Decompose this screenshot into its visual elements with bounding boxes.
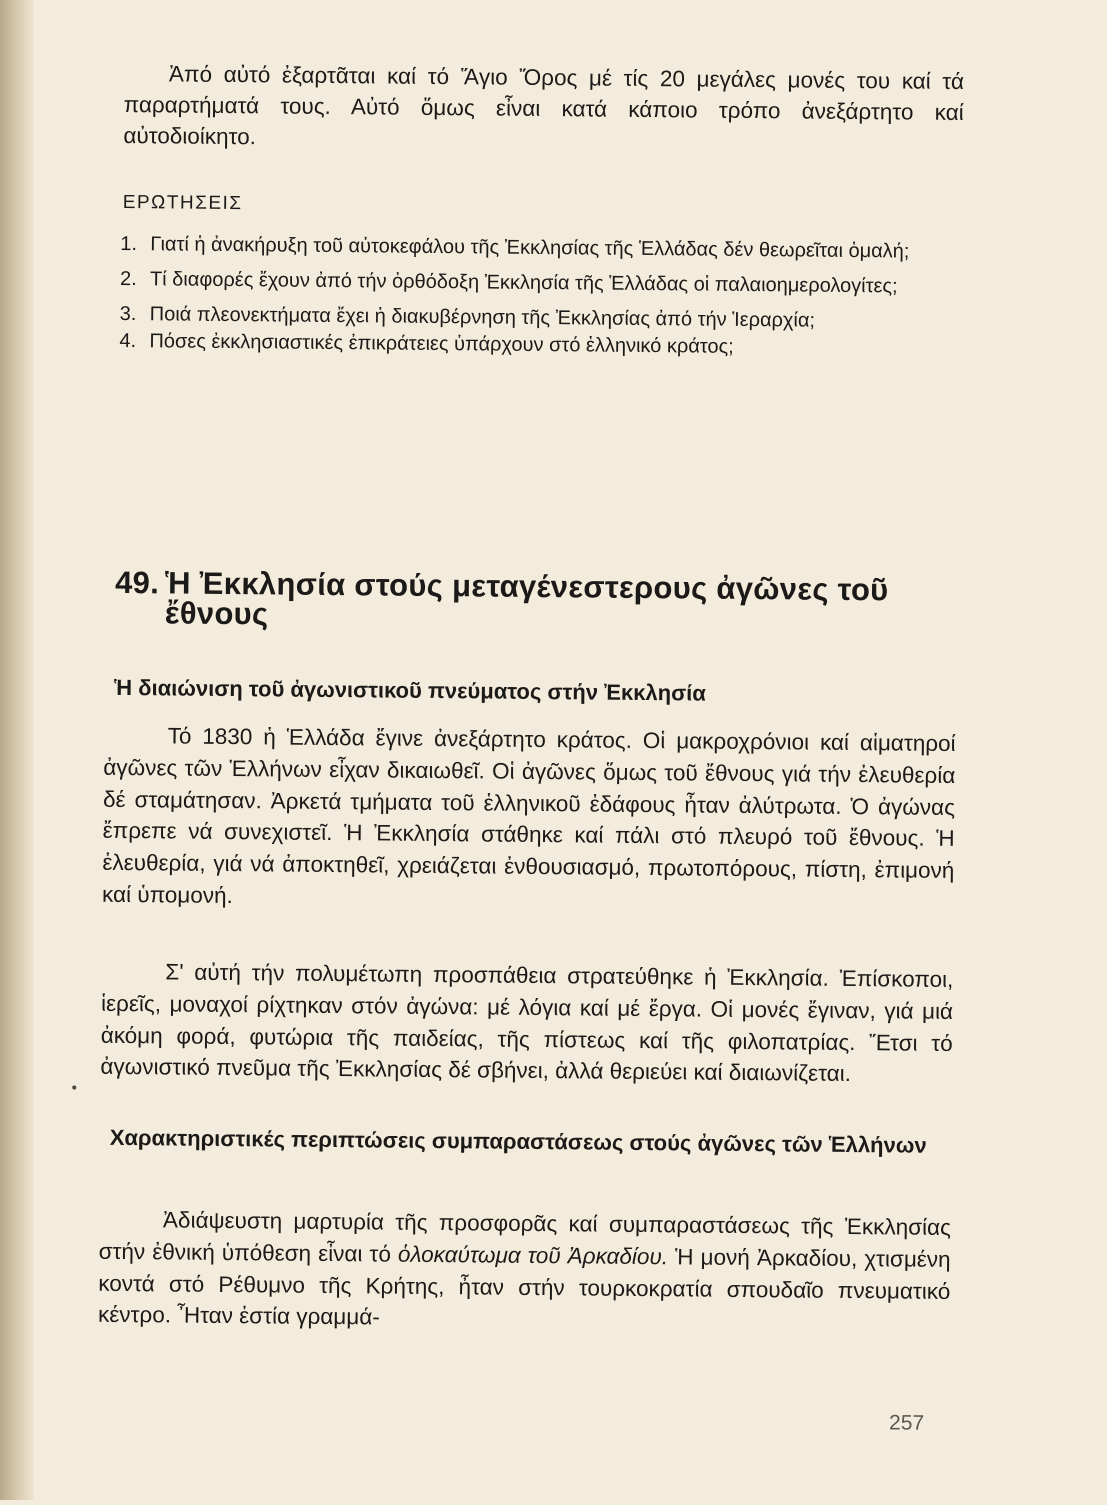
section-heading: Ἡ διαιώνιση τοῦ ἀγωνιστικοῦ πνεύματος στήν Ἐκκλησία (113, 674, 706, 706)
section-heading: Χαρακτηριστικές περιπτώσεις συμπαραστάσεως στούς ἀγῶνες τῶν Ἑλλήνων (109, 1124, 927, 1158)
question-number: 3. (119, 302, 137, 326)
question-text: Πόσες ἐκκλησιαστικές ἐπικράτειες ὑπάρχουν στό ἑλληνικό κράτος; (149, 330, 734, 358)
question-number: 4. (119, 329, 137, 353)
italic-term: ὁλοκαύτωμα τοῦ Ἀρκαδίου. (397, 1241, 669, 1270)
body-paragraph (98, 1204, 951, 1339)
question-number: 1. (120, 232, 138, 256)
body-text: Ἀδιάψευστη μαρτυρία τῆς προσφορᾶς καί συμπαραστάσεως τῆς Ἐκκλησίας στήν ἐθνική ὑπόθεση εἶναι τό (98, 1207, 952, 1267)
question-text: Τί διαφορές ἔχουν ἀπό τήν ὀρθόδοξη Ἐκκλησία τῆς Ἑλλάδας οἱ παλαιοημερολογίτες; (149, 268, 898, 298)
question-text: Ποιά πλεονεκτήματα ἔχει ἡ διακυβέρνηση τῆς Ἐκκλησίας ἀπό τήν Ἱεραρχία; (149, 303, 816, 332)
chapter-number: 49. (114, 564, 160, 601)
body-paragraph: Σ' αὐτή τήν πολυμέτωπη προσπάθεια στρατεύθηκε ἡ Ἐκκλησία. Ἐπίσκοποι, ἱερεῖς, μοναχοί ρίχτηκαν στόν ἀγώνα: μέ λόγια καί μέ ἔργα. Οἱ μονές ἔγιναν, γιά μιά ἀκόμη φορά, φυτώρια τῆς παιδείας, τῆς πίστεως καί τῆς φιλοπατρίας. Ἔτσι τό ἀγωνιστικό πνεῦμα τῆς Ἐκκλησίας δέ σβήνει, ἀλλά θεριεύει καί διαιωνίζεται. (100, 959, 954, 1087)
question-text: Γιατί ἡ ἀνακήρυξη τοῦ αὐτοκεφάλου τῆς Ἐκκλησίας τῆς Ἑλλάδας δέν θεωρεῖται ὁμαλή; (150, 233, 910, 263)
intro-paragraph: Ἀπό αὐτό ἐξαρτᾶται καί τό Ἅγιο Ὄρος μέ τίς 20 μεγάλες μονές του καί τά παραρτήματά τους. Αὐτό ὅμως εἶναι κατά κάποιο τρόπο ἀνεξάρτητο καί αὐτοδιοίκητο. (123, 61, 965, 150)
print-speck (72, 1086, 76, 1090)
questions-list (119, 232, 966, 372)
question-item (119, 329, 965, 362)
page-number: 257 (888, 1411, 925, 1435)
chapter-title-text: Ἡ Ἐκκλησία στούς μεταγένεστερους ἀγῶνες τοῦ ἔθνους (164, 565, 889, 632)
question-item (120, 267, 966, 300)
question-item (120, 232, 966, 265)
body-paragraph: Τό 1830 ἡ Ἑλλάδα ἔγινε ἀνεξάρτητο κράτος. Οἱ μακροχρόνιοι καί αἱματηροί ἀγῶνες τῶν Ἑλλήνων εἶχαν δικαιωθεῖ. Οἱ ἀγῶνες ὅμως τοῦ ἔθνους γιά τήν ἐλευθερία δέ σταμάτησαν. Ἀρκετά τμήματα τοῦ ἑλληνικοῦ ἐδάφους ἦταν ἀλύτρωτα. Ὁ ἀγώνας ἔπρεπε νά συνεχιστεῖ. Ἡ Ἐκκλησία στάθηκε καί πάλι στό πλευρό τοῦ ἔθνους. Ἡ ἐλευθερία, γιά νά ἀποκτηθεῖ, χρειάζεται ἐνθουσιασμό, πρωτοπόρους, πίστη, ἐπιμονή καί ὑπομονή. (101, 723, 956, 909)
chapter-title (114, 564, 976, 636)
body-text: Ἡ μονή Ἀρκαδίου, χτισμένη κοντά στό Ρέθυμνο τῆς Κρήτης, ἦταν στήν τουρκοκρατία σπουδαῖο πνευματικό κέντρο. Ἦταν ἑστία γραμμά- (97, 1244, 951, 1330)
question-number: 2. (119, 267, 137, 291)
questions-heading: ΕΡΩΤΗΣΕΙΣ (122, 191, 243, 215)
